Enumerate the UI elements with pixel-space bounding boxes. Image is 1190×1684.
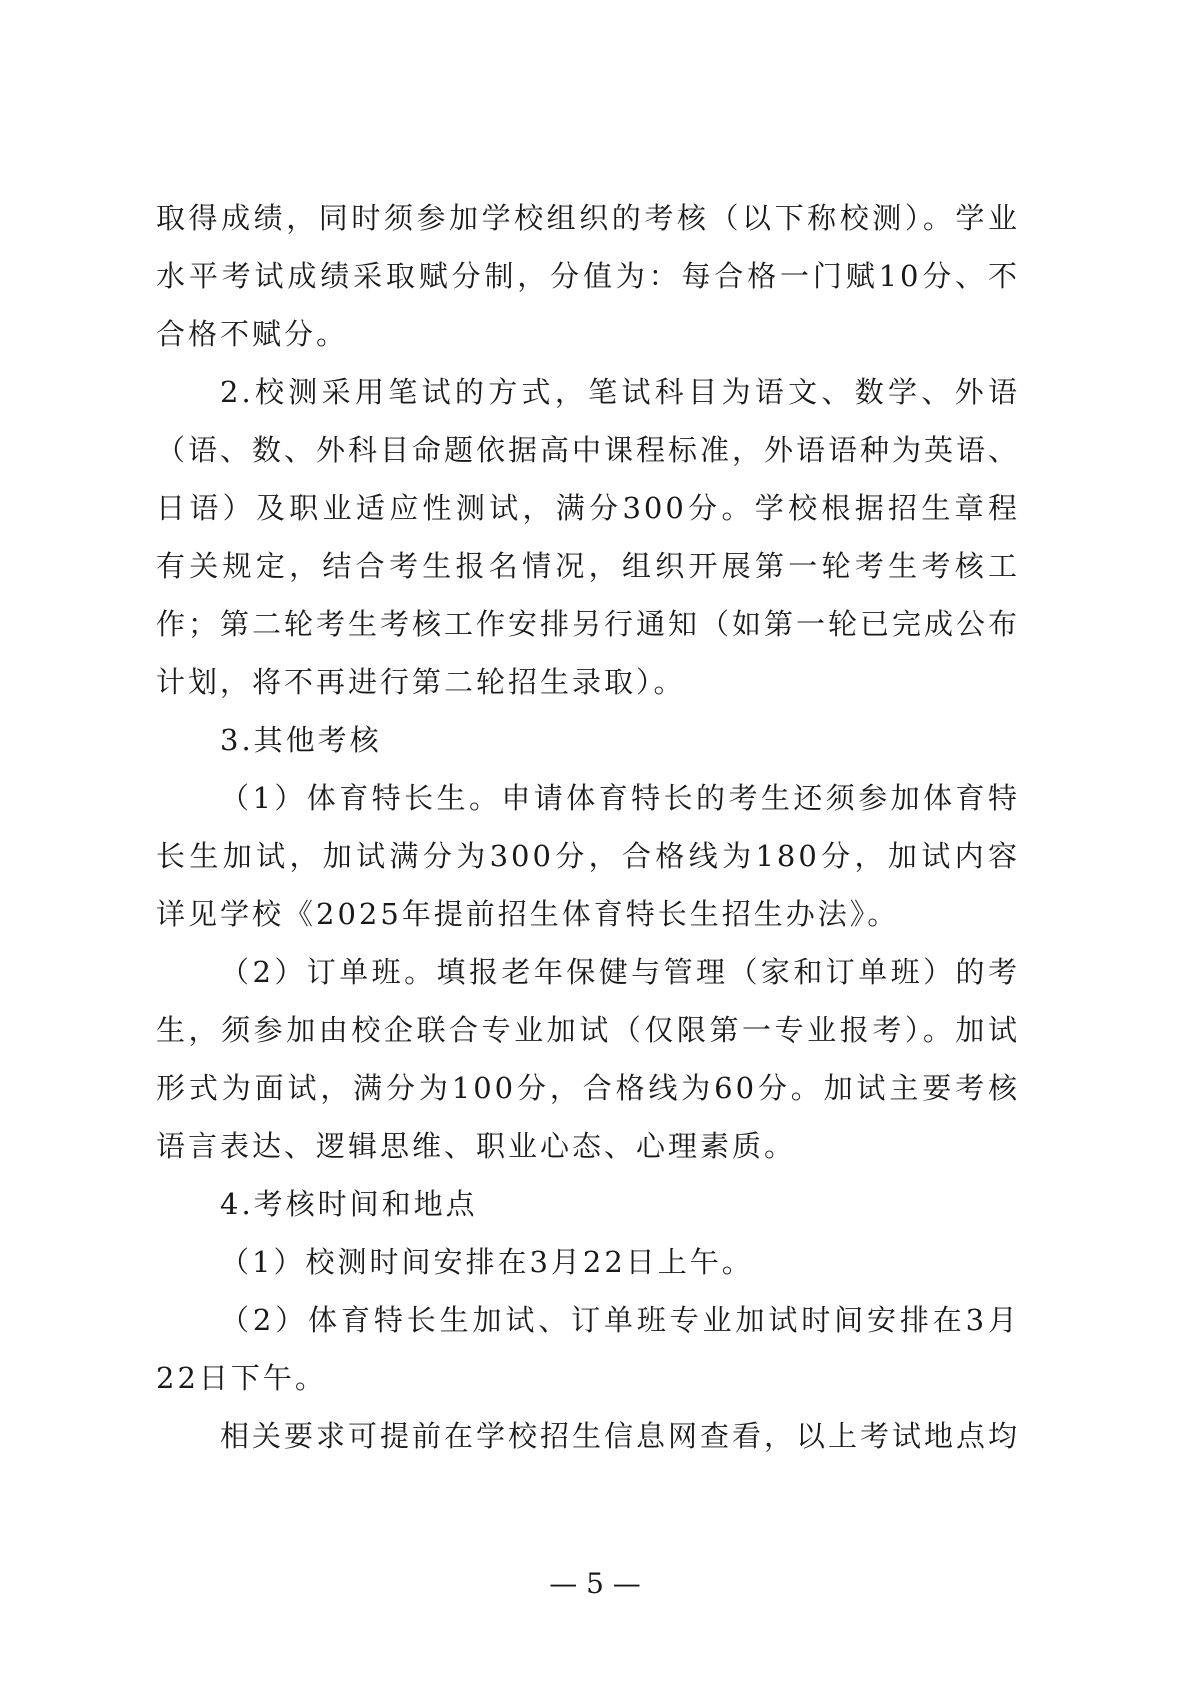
paragraph-6-heading: 4.考核时间和地点 bbox=[220, 1187, 478, 1221]
paragraph-3-heading: 3.其他考核 bbox=[220, 723, 382, 757]
paragraph-8: （2）体育特长生加试、订单班专业加试时间安排在3月22日下午。 bbox=[156, 1303, 1020, 1395]
paragraph-1: 取得成绩，同时须参加学校组织的考核（以下称校测）。学业水平考试成绩采取赋分制，分值为：每合格一门赋10分、不合格不赋分。 bbox=[156, 201, 1020, 351]
paragraph-4: （1）体育特长生。申请体育特长的考生还须参加体育特长生加试，加试满分为300分，合格线为180分，加试内容详见学校《2025年提前招生体育特长生招生办法》。 bbox=[156, 781, 1020, 931]
paragraph-2: 2.校测采用笔试的方式，笔试科目为语文、数学、外语（语、数、外科目命题依据高中课程标准，外语语种为英语、日语）及职业适应性测试，满分300分。学校根据招生章程有关规定，结合考生报名情况，组织开展第一轮考生考核工作；第二轮考生考核工作安排另行通知（如第一轮已完成公布计划，将不再进行第二轮招生录取）。 bbox=[156, 375, 1021, 699]
document-body bbox=[156, 189, 1020, 1465]
paragraph-9: 相关要求可提前在学校招生信息网查看，以上考试地点均 bbox=[220, 1419, 1021, 1453]
paragraph-7: （1）校测时间安排在3月22日上午。 bbox=[220, 1245, 754, 1279]
page-number: — 5 — bbox=[549, 1567, 641, 1600]
paragraph-5: （2）订单班。填报老年保健与管理（家和订单班）的考生，须参加由校企联合专业加试（仅限第一专业报考）。加试形式为面试，满分为100分，合格线为60分。加试主要考核语言表达、逻辑思维、职业心态、心理素质。 bbox=[156, 955, 1020, 1163]
